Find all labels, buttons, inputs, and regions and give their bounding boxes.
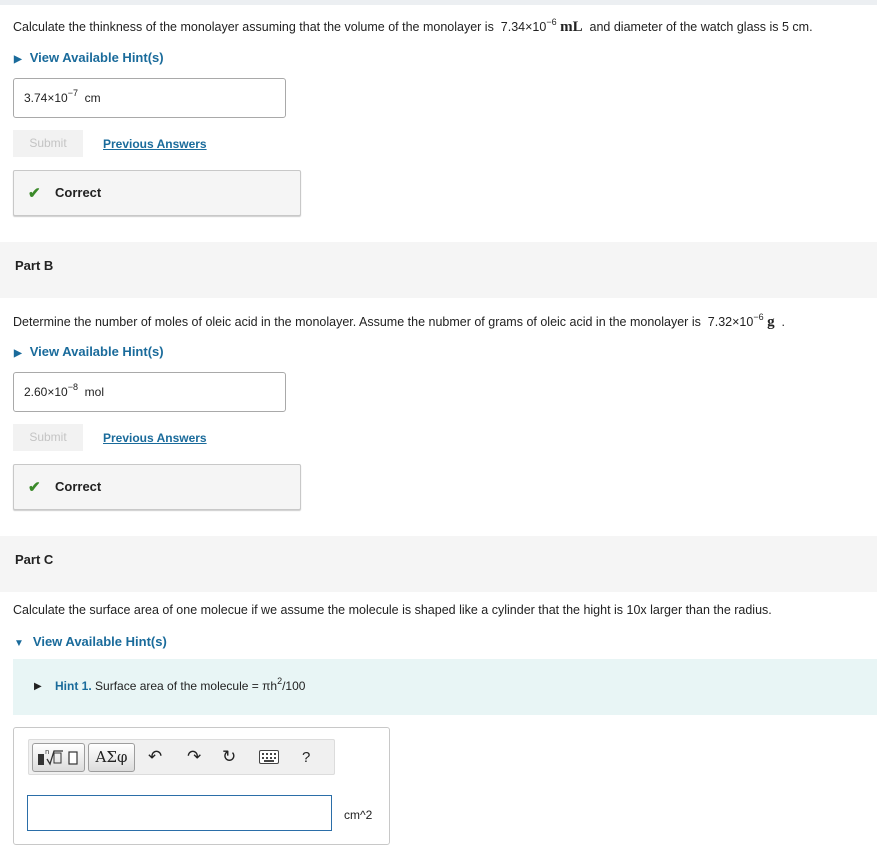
hint-1-text[interactable]: Hint 1. Surface area of the molecule = $\pi h^2/100$ xyxy=(55,676,306,693)
redo-icon[interactable]: ↷ xyxy=(187,747,202,766)
part-b-header[interactable] xyxy=(0,242,877,298)
part-c-view-hints-link[interactable]: ▼ View Available Hint(s) xyxy=(14,634,167,649)
part-c-question: Calculate the surface area of one molecue if we assume the molecule is shaped like a cylinder that the hight is 10x larger than the radius. xyxy=(13,603,772,617)
caret-right-icon: ▶ xyxy=(14,54,22,65)
reset-icon[interactable]: ↻ xyxy=(222,747,237,766)
math-toolbar xyxy=(28,739,335,775)
part-a-view-hints-link[interactable]: ▶ View Available Hint(s) xyxy=(14,50,164,65)
undo-icon[interactable]: ↶ xyxy=(148,747,163,766)
checkmark-icon: ✔ xyxy=(28,185,41,202)
part-a-question: Calculate the thinkness of the monolayer assuming that the volume of the monolayer is $7.34\times 10^{-6}$ mL and diameter of the watch glass is 5 cm. xyxy=(13,17,813,35)
part-b-previous-answers-link[interactable]: Previous Answers xyxy=(103,431,207,445)
part-b-title: Part B xyxy=(15,258,54,273)
part-a-submit-button[interactable]: Submit xyxy=(13,130,83,157)
templates-icon xyxy=(33,744,84,771)
greek-button[interactable]: ΑΣφ xyxy=(88,743,135,772)
part-c-title: Part C xyxy=(15,552,54,567)
checkmark-icon: ✔ xyxy=(28,479,41,496)
caret-right-icon: ▶ xyxy=(14,348,22,359)
part-a-answer-field: $3.74\times 10^{-7}$ cm xyxy=(13,78,286,118)
top-divider xyxy=(0,0,877,5)
hint-panel xyxy=(13,659,877,715)
math-answer-editor xyxy=(13,727,390,845)
part-a-previous-answers-link[interactable]: Previous Answers xyxy=(103,137,207,151)
part-b-answer-field: $2.60\times 10^{-8}$ mol xyxy=(13,372,286,412)
templates-button[interactable] xyxy=(32,743,85,772)
svg-text:n: n xyxy=(45,748,50,756)
surface-area-input[interactable] xyxy=(27,795,332,831)
part-b-submit-button[interactable]: Submit xyxy=(13,424,83,451)
keyboard-icon[interactable] xyxy=(259,749,279,769)
part-a-feedback: ✔ Correct xyxy=(13,170,301,216)
caret-right-icon[interactable]: ▶ xyxy=(34,681,42,692)
caret-down-icon: ▼ xyxy=(14,638,24,649)
part-b-feedback: ✔ Correct xyxy=(13,464,301,510)
part-b-question: Determine the number of moles of oleic acid in the monolayer. Assume the nubmer of grams of oleic acid in the monolayer is $7.32\times 10^{-6}$ g . xyxy=(13,312,786,330)
part-c-header[interactable] xyxy=(0,536,877,592)
unit-label: cm^2 xyxy=(344,808,373,822)
help-icon[interactable]: ? xyxy=(302,749,311,766)
part-b-view-hints-link[interactable]: ▶ View Available Hint(s) xyxy=(14,344,164,359)
